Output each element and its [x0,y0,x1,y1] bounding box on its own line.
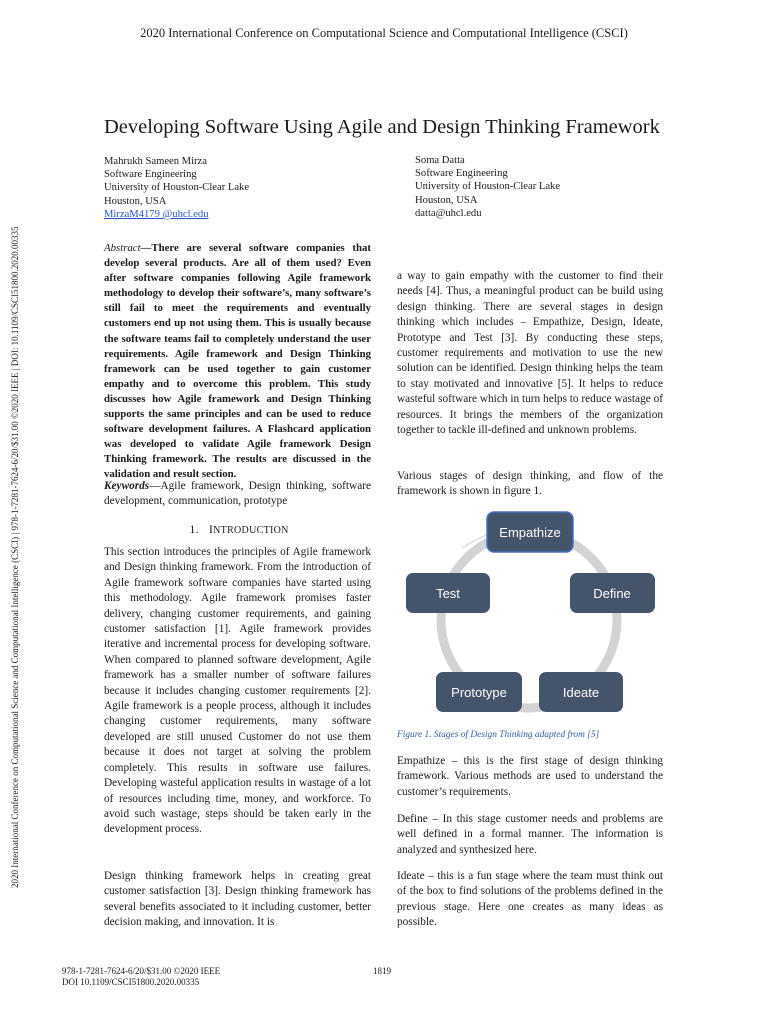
author-block-2 [415,154,560,220]
side-copyright-note: 2020 International Conference on Computational Science and Computational Intelligence (CSCI) | 978-1-7281-7624-6/20/$31.00 ©2020 IEEE | DOI: 10.1109/CSCI51800.2020.00335 [10,226,20,888]
author-email-link[interactable]: MirzaM4179 @uhcl.edu [104,208,209,220]
stage-node-ideate [539,672,623,712]
right-paragraph-ideate [397,869,663,931]
author-department: Software Engineering [104,169,197,181]
author-organization: University of Houston-Clear Lake [415,181,561,193]
paragraph-text: Define – In this stage customer needs and problems are well defined in a formal manner. The information is analyzed and synthesized here. [397,813,663,856]
paragraph-text: Empathize – this is the first stage of design thinking framework. Various methods are used to understand the customer’s requirements. [397,755,663,798]
paragraph-text: This section introduces the principles of Agile framework and Design thinking framework. From the introduction of Agile framework software companies have started using this methodology. Agile framework promises faster delivery, changing customer requirements, and gaining customer satisfaction [1]. Agile framework provides iterative and incremental process for developing software. When compared to planned software development, Agile framework has a smaller number of software failures because it includes changing customer requirements [2]. Agile framework is a people process, although it includes changing customer requirements, many software developed are still unused Customer do not use them because it does not target at solving the problem completely. This results in software use failures. Developing wasteful application results in wastage of a lot of resources including time, money, and workforce. To avoid such wastage, steps should be taken early in the development process. [104,546,371,836]
stage-label: Ideate [562,685,600,700]
keywords-text: —Agile framework, Design thinking, software development, communication, prototype [104,480,371,508]
page-number: 1819 [373,966,391,976]
stage-node-test [406,573,490,613]
stage-node-empathize [487,512,573,552]
right-paragraph-2 [397,469,663,500]
figure-caption: Figure 1. Stages of Design Thinking adapted from [5] [397,730,600,740]
paragraph-text: Various stages of design thinking, and flow of the framework is shown in figure 1. [397,470,663,498]
keywords [104,479,371,510]
section-heading-introduction [104,522,374,537]
footer-identifiers [62,966,220,988]
introduction-paragraph-1 [104,545,371,838]
right-paragraph-1 [397,269,663,438]
right-paragraph-define [397,812,663,858]
abstract-text: —There are several software companies that develop several products. Are all of them used? Even after software companies following Agile framework methodology to develop their software’s, many software’s still fail to meet the requirements and eventually customers end up not using them. This is usually because the software teams fail to completely understand the user requirements. Agile framework and Design Thinking framework can be used together to gain customer empathy and to overcome this problem. This study discusses how Agile framework and Design Thinking supports the same principles and can be used to reduce software development failures. A Flashcard application was developed to validate Agile framework Design Thinking framework. The results are discussed in the validation and result section. [104,242,371,481]
stage-node-prototype [436,672,522,712]
paper-title: Developing Software Using Agile and Design Thinking Framework [104,116,660,138]
author-department: Software Engineering [415,168,508,180]
author-name: Mahrukh Sameen Mirza [104,156,207,167]
author-location: Houston, USA [415,194,478,206]
section-title-initial: I [208,522,214,536]
right-paragraph-empathize [397,754,663,800]
introduction-paragraph-2 [104,869,371,931]
design-thinking-cycle-diagram [398,508,664,718]
abstract-lead: Abstract [104,242,141,254]
author-block-1 [104,155,249,221]
paragraph-text: Ideate – this is a fun stage where the team must think out of the box to find solutions of the problems defined in the previous stage. Here one creates as many ideas as possible. [397,870,663,929]
stage-label: Test [436,586,460,601]
paragraph-text: Design thinking framework helps in creating great customer satisfaction [3]. Design thinking framework has several benefits associated to it including customer, better decision making, and innovation. It is [104,870,371,929]
footer-doi: DOI 10.1109/CSCI51800.2020.00335 [62,977,200,987]
conference-header: 2020 International Conference on Computational Science and Computational Intelligence (CSCI) [140,26,628,40]
stage-label: Empathize [499,525,561,540]
footer-isbn: 978-1-7281-7624-6/20/$31.00 ©2020 IEEE [62,966,221,976]
stage-label: Define [593,586,631,601]
author-email: datta@uhcl.edu [415,207,482,219]
section-title-rest: NTRODUCTION [213,525,289,536]
author-organization: University of Houston-Clear Lake [104,182,250,194]
stage-label: Prototype [451,685,507,700]
section-number: 1. [189,522,199,536]
paragraph-text: a way to gain empathy with the customer to find their needs [4]. Thus, a meaningful product can be build using design thinking. There are several stages in design thinking which includes – Empathize, Design, Ideate, Prototype and Test [3]. By conducting these steps, customer requirements and motivation to use the new solution can be identified. Design thinking helps the team to stay motivated and innovative [5]. It helps to reduce wasteful software which in turn helps to reduce wastage of resources. It brings the members of the organization together to tackle ill-defined and unknown problems. [397,270,663,437]
stage-node-define [570,573,655,613]
keywords-lead: Keywords [104,480,150,492]
author-location: Houston, USA [104,195,167,207]
abstract [104,241,371,483]
author-name: Soma Datta [415,155,465,166]
